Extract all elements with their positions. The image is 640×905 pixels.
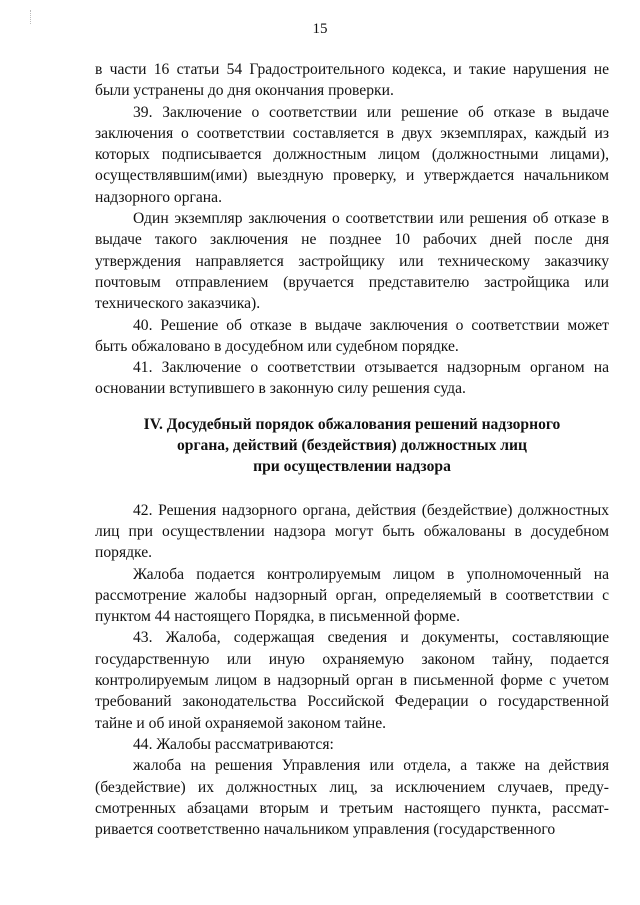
page-number: 15 [312, 21, 328, 37]
paragraph-complaint-filing: Жалоба подается контролируемым лицом в уполномоченный на рассмотрение жалобы надзорный орган, определяемый в соответствии с пунктом 44 настоящего Порядка, в письменной форме. [95, 565, 609, 626]
paragraph-item-40: 40. Решение об отказе в выдаче заключения о соответствии может быть обжаловано в досудебном или судебном порядке. [95, 316, 609, 355]
section-heading [95, 414, 609, 478]
section-heading-line: органа, действий (бездействия) должностных лиц [176, 437, 528, 455]
paragraph-item-44: 44. Жалобы рассматриваются: [133, 735, 334, 753]
section-heading-line: IV. Досудебный порядок обжалования решений надзорного [143, 415, 561, 433]
paragraph-continuation: в части 16 статьи 54 Градостроительного кодекса, и такие нарушения не были устранены до дня окончания проверки. [95, 61, 609, 100]
document-body [95, 59, 609, 840]
section-heading-line: при осуществлении надзора [253, 458, 451, 476]
spacer [95, 400, 609, 414]
paragraph-item-43: 43. Жалоба, содержащая сведения и документы, составляющие государственную или иную охраняемую законом тайну, подается контролируемым лицом в надзорный орган в письменной форме с учетом требований законодательства Российской Федерации о государственной тайне и об иной охраняемой законом тайне. [95, 629, 609, 732]
paragraph-item-44-clause: жалоба на решения Управления или отдела, а также на действия (бездействие) их должностных лиц, за исключением случаев, предусмотренных абзацами вторым и третьим настоящего пункта, рассматривается соответственно начальником управления (государственного [95, 757, 609, 839]
paragraph-item-39-copy: Один экземпляр заключения о соответствии или решения об отказе в выдаче такого заключения не позднее 10 рабочих дней после дня утверждения направляется застройщику или техническому заказчику почтовым отправлением (вручается представителю застройщика или технического заказчика). [95, 210, 609, 313]
paragraph-item-42: 42. Решения надзорного органа, действия (бездействие) должностных лиц при осуществлении надзора могут быть обжалованы в досудебном порядке. [95, 501, 609, 562]
spacer [95, 478, 609, 500]
paragraph-item-39: 39. Заключение о соответствии или решение об отказе в выдаче заключения о соответствии составляется в двух экземплярах, каждый из которых подписывается должностным лицом (должностными лицами), осуществлявшим(ими) выездную проверку, и утверждается начальником надзорного органа. [95, 103, 609, 206]
paragraph-item-41: 41. Заключение о соответствии отзывается надзорным органом на основании вступившего в законную силу решения суда. [95, 359, 609, 398]
